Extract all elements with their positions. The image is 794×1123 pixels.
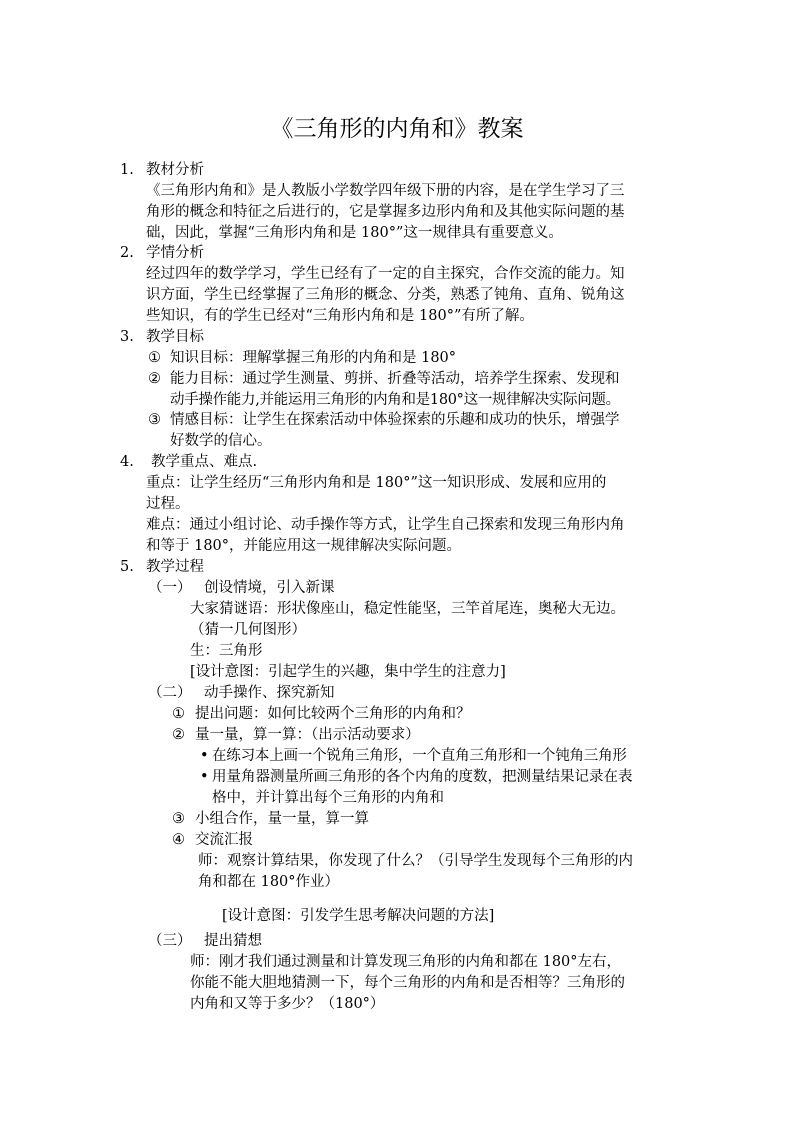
step-marker: ③ [172, 811, 185, 827]
conjecture-line: 师：刚才我们通过测量和计算发现三角形的内角和都在 180°左右， [190, 954, 622, 970]
difficult-point-cont: 和等于 180°，并能应用这一规律解决实际问题。 [146, 538, 462, 554]
teacher-question: 师：观察计算结果，你发现了什么？（引导学生发现每个三角形的内 [198, 853, 633, 869]
section-1-line: 础，因此，掌握“三角形内角和是 180°”这一规律具有重要意义。 [146, 225, 563, 241]
bullet-measure-angles-cont: 格中，并计算出每个三角形的内角和 [212, 790, 444, 806]
section-1-heading: 教材分析 [146, 162, 204, 178]
design-intent-2: [设计意图：引发学生思考解决问题的方法] [222, 908, 495, 924]
student-answer: 生：三角形 [190, 643, 263, 659]
teacher-question-cont: 角和都在 180°作业） [198, 874, 340, 890]
riddle-line: 大家猜谜语：形状像座山，稳定性能坚，三竿首尾连，奥秘大无边。 [190, 601, 625, 617]
section-2-number: 2. [120, 245, 134, 261]
bullet-measure-angles: 用量角器测量所画三角形的各个内角的度数，把测量结果记录在表 [212, 769, 633, 785]
section-2-heading: 学情分析 [146, 245, 204, 261]
section-3-heading: 教学目标 [146, 329, 204, 345]
section-1-line: 角形的概念和特征之后进行的，它是掌握多边形内角和及其他实际问题的基 [146, 204, 625, 220]
conjecture-line: 你能不能大胆地猜测一下，每个三角形的内角和是否相等？三角形的 [190, 975, 625, 991]
goal-emotion: 情感目标：让学生在探索活动中体验探索的乐趣和成功的快乐，增强学 [170, 412, 620, 428]
step-report: 交流汇报 [195, 832, 253, 848]
bullet-draw-triangles: 在练习本上画一个锐角三角形，一个直角三角形和一个钝角三角形 [212, 748, 627, 764]
part-1-heading: 创设情境，引入新课 [204, 580, 335, 596]
goal-ability-cont: 动手操作能力,并能运用三角形的内角和是180°这一规律解决实际问题。 [170, 392, 620, 408]
conjecture-line: 内角和又等于多少？（180°） [190, 996, 385, 1012]
section-2-line: 些知识，有的学生已经对“三角形内角和是 180°”有所了解。 [146, 308, 534, 324]
part-2-heading: 动手操作、探究新知 [204, 685, 335, 701]
section-4-heading: 教学重点、难点. [151, 454, 258, 470]
goal-marker: ② [148, 371, 161, 387]
step-measure: 量一量，算一算：（出示活动要求） [195, 727, 420, 743]
step-group-work: 小组合作，量一量，算一算 [195, 811, 369, 827]
design-intent-1: [设计意图：引起学生的兴趣，集中学生的注意力] [190, 664, 506, 680]
section-5-number: 5. [120, 559, 134, 575]
part-1-marker: （一） [148, 580, 192, 596]
section-1-number: 1. [120, 162, 134, 178]
section-2-line: 识方面，学生已经掌握了三角形的概念、分类，熟悉了钝角、直角、锐角这 [146, 287, 625, 303]
section-4-number: 4. [120, 454, 134, 470]
goal-emotion-cont: 好数学的信心。 [170, 433, 272, 449]
step-marker: ① [172, 706, 185, 722]
part-3-heading: 提出猜想 [204, 933, 262, 949]
part-2-marker: （二） [148, 685, 192, 701]
section-3-number: 3. [120, 329, 134, 345]
document-title: 《三角形的内角和》教案 [270, 116, 524, 142]
goal-marker: ③ [148, 412, 161, 428]
step-ask-question: 提出问题：如何比较两个三角形的内角和？ [195, 706, 471, 722]
section-1-line: 《三角形内角和》是人教版小学数学四年级下册的内容，是在学生学习了三 [146, 183, 625, 199]
bullet-marker: • [200, 769, 209, 785]
goal-marker: ① [148, 350, 161, 366]
part-3-marker: （三） [148, 933, 192, 949]
goal-ability: 能力目标：通过学生测量、剪拼、折叠等活动，培养学生探索、发现和 [170, 371, 620, 387]
step-marker: ④ [172, 832, 185, 848]
section-2-line: 经过四年的数学学习，学生已经有了一定的自主探究，合作交流的能力。知 [146, 266, 625, 282]
riddle-hint: （猜一几何图形） [190, 622, 306, 638]
difficult-point: 难点：通过小组讨论、动手操作等方式，让学生自己探索和发现三角形内角 [146, 517, 625, 533]
key-point: 重点：让学生经历“三角形内角和是 180°”这一知识形成、发展和应用的 [146, 475, 607, 491]
step-marker: ② [172, 727, 185, 743]
section-5-heading: 教学过程 [146, 559, 204, 575]
bullet-marker: • [200, 748, 209, 764]
key-point-cont: 过程。 [146, 496, 190, 512]
goal-knowledge: 知识目标：理解掌握三角形的内角和是 180° [170, 350, 457, 366]
